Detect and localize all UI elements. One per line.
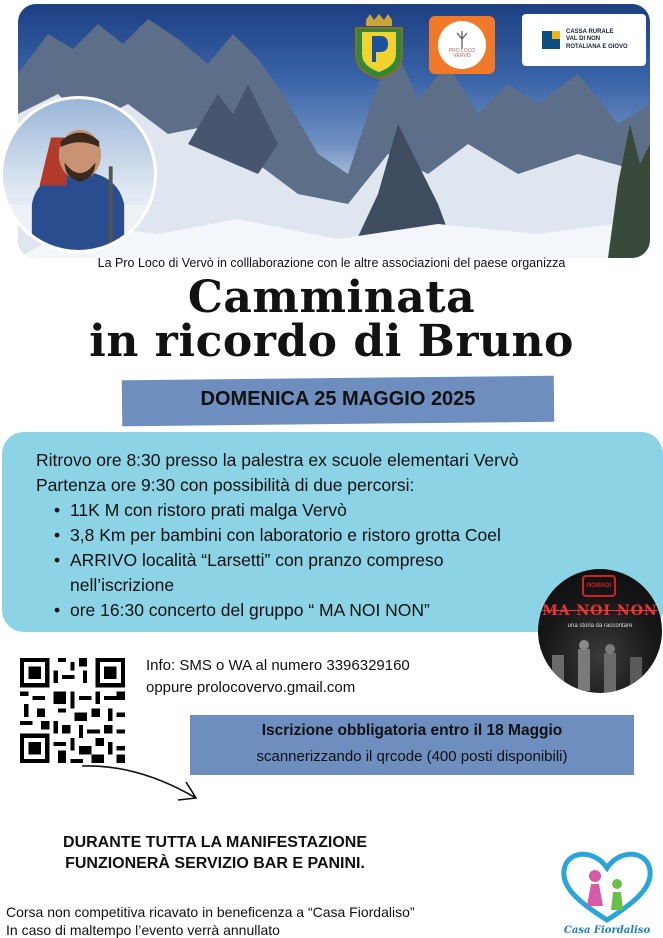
title-line-2: in ricordo di Bruno [89,316,574,367]
hiker-portrait-illustration [3,99,154,250]
casa-fiordaliso-logo [557,848,657,936]
cassa-rurale-text: CASSA RURALE VAL DI NON ROTALIANA E GIOVO [566,28,628,50]
meeting-line: Ritrovo ore 8:30 presso la palestra ex scuole elementari Vervò [36,450,519,470]
bar-notice-line-2: FUNZIONERÀ SERVIZIO BAR E PANINI. [65,855,365,872]
comune-crest-icon [350,14,408,80]
start-line: Partenza ore 9:30 con possibilità di due percorsi: [36,475,415,495]
registration-title: Iscrizione obbligatoria entro il 18 Maggio [261,722,563,739]
registration-subtitle: scannerizzando il qrcode (400 posti disponibili) [256,748,568,765]
list-item: • ore 16:30 concerto del gruppo “ MA NOI NON” [56,598,656,623]
bar-notice [0,832,430,874]
proloco-logo-text: PRO LOCO VERVÒ [448,47,476,59]
flower-icon [452,31,472,49]
list-item: • 3,8 Km per bambini con laboratorio e ristoro grotta Coel [56,523,656,548]
band-name: MA NOI NON [542,603,658,619]
footer-charity: Corsa non competitiva ricavato in beneficenza a “Casa Fiordaliso” [6,904,415,920]
band-stage-illustration [538,635,662,693]
title-line-1: Camminata [187,272,476,323]
fiordaliso-logo-text: Casa Fiordaliso [563,925,651,936]
footer-weather: In caso di maltempo l’evento verrà annullato [6,922,280,938]
list-item: • ARRIVO località “Larsetti” con pranzo compreso nell’iscrizione [56,548,656,598]
curved-arrow-icon [78,760,208,810]
contact-info [146,655,410,699]
band-badge: NOMADI [582,575,616,597]
cassa-rurale-logo [522,14,646,66]
qr-code-icon[interactable] [20,658,125,763]
contact-email: oppure prolocovervo.gmail.com [146,679,356,696]
list-item: • 11K M con ristoro prati malga Vervò [56,498,656,523]
contact-phone: Info: SMS o WA al numero 3396329160 [146,657,410,674]
portrait-photo [0,96,157,253]
band-logo [538,569,662,693]
band-subtitle: una storia da raccontare [567,623,633,629]
intro-text: La Pro Loco di Vervò in colllaborazione con le altre associazioni del paese organizza [97,256,566,270]
footer [6,903,415,938]
cassa-rurale-mark-icon [542,31,560,49]
proloco-logo [429,16,495,74]
bar-notice-line-1: DURANTE TUTTA LA MANIFESTAZIONE [63,834,367,851]
event-date: DOMENICA 25 MAGGIO 2025 [200,388,476,410]
